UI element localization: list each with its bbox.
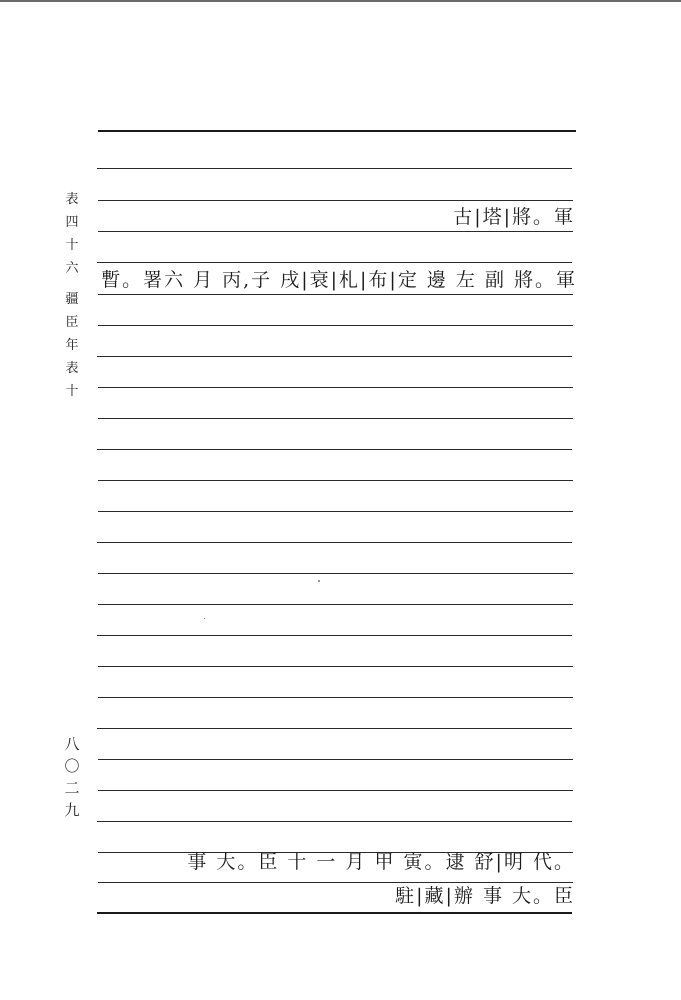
table-rule-line	[98, 573, 573, 574]
margin-title-char: 四	[65, 215, 79, 230]
margin-title-char: 疆	[65, 292, 79, 307]
table-rule-line	[98, 604, 573, 605]
paper-speck	[318, 580, 320, 582]
table-rule-line	[97, 262, 572, 263]
page-number	[61, 733, 83, 821]
table-rule-line	[98, 790, 573, 791]
table-rule-line	[97, 728, 572, 729]
table-rule-line	[98, 294, 573, 295]
table-rule-line	[97, 356, 572, 357]
table-rule-line	[98, 480, 573, 481]
margin-title-char: 十	[65, 238, 79, 253]
margin-title-char: 十	[65, 384, 79, 399]
table-rule-line	[98, 759, 573, 760]
margin-running-title	[63, 188, 81, 403]
page-number-char: 九	[64, 801, 80, 819]
page-number-char: 〇	[64, 757, 80, 775]
table-rule-line	[97, 635, 572, 636]
page-number-char: 八	[64, 735, 80, 753]
table-rule-line	[98, 666, 573, 667]
table-rule-line	[98, 511, 573, 512]
table-rule-line	[97, 449, 572, 450]
margin-title-char: 年	[65, 338, 79, 353]
row-text-gutai-general: 古|塔|將。軍	[453, 206, 575, 228]
table-rule-line	[98, 325, 573, 326]
margin-title-char: 表	[65, 192, 79, 207]
row-text-tibet-resident-minister: 駐|藏|辦 事 大。臣	[395, 885, 575, 907]
table-rule-line	[98, 200, 573, 201]
margin-title-char: 臣	[65, 315, 79, 330]
page-number-char: 二	[64, 779, 80, 797]
row-text-resident-minister-replacement: 事 大。臣 十 一 月 甲 寅。逮 舒|明 代。	[187, 851, 575, 873]
table-rule-line	[98, 231, 573, 232]
table-rule-line	[97, 168, 572, 169]
table-rule-line	[98, 418, 573, 419]
table-rule-line	[98, 697, 573, 698]
margin-title-gap	[63, 280, 81, 288]
table-rule-line	[97, 821, 572, 822]
margin-title-char: 六	[65, 261, 79, 276]
paper-speck	[204, 618, 205, 619]
page-top-border	[0, 0, 681, 2]
table-rule-line	[98, 387, 573, 388]
margin-title-char: 表	[65, 361, 79, 376]
table-rule-line	[97, 542, 572, 543]
table-rule-line	[98, 882, 573, 883]
table-rule-line	[98, 130, 576, 132]
row-text-acting-deputy-general: 暫。署六 月 丙,子 戌|衰|札|布|定 邊 左 副 將。軍	[101, 269, 577, 291]
table-rule-line	[97, 912, 572, 914]
